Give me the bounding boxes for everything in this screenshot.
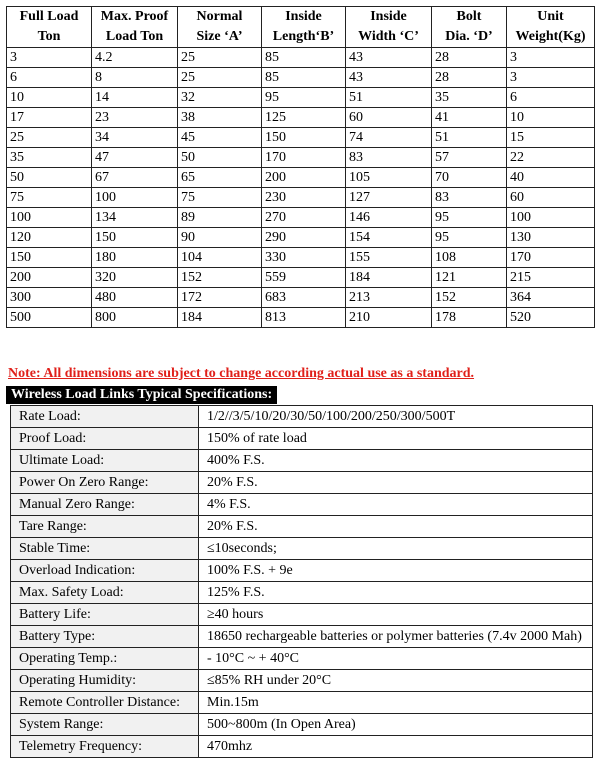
table-cell: 100	[7, 208, 92, 228]
spec-value: 150% of rate load	[199, 428, 593, 450]
table-cell: 170	[507, 248, 595, 268]
table-cell: 95	[262, 88, 346, 108]
table-cell: 120	[7, 228, 92, 248]
table-cell: 270	[262, 208, 346, 228]
header-unit-weight: Unit Weight(Kg)	[507, 7, 595, 48]
table-cell: 67	[92, 168, 178, 188]
table-cell: 83	[346, 148, 432, 168]
spec-label: System Range:	[11, 714, 199, 736]
table-cell: 89	[178, 208, 262, 228]
table-cell: 50	[7, 168, 92, 188]
table-row	[7, 148, 595, 168]
specifications-table-body	[11, 406, 593, 758]
dimensions-header-row	[7, 7, 595, 48]
table-cell: 130	[507, 228, 595, 248]
table-cell: 40	[507, 168, 595, 188]
spec-label: Battery Life:	[11, 604, 199, 626]
spec-value: 4% F.S.	[199, 494, 593, 516]
table-cell: 200	[262, 168, 346, 188]
spec-label: Rate Load:	[11, 406, 199, 428]
table-cell: 300	[7, 288, 92, 308]
table-cell: 35	[432, 88, 507, 108]
spec-row	[11, 428, 593, 450]
table-cell: 155	[346, 248, 432, 268]
table-cell: 75	[7, 188, 92, 208]
spec-row	[11, 648, 593, 670]
table-cell: 500	[7, 308, 92, 328]
spec-label: Manual Zero Range:	[11, 494, 199, 516]
table-cell: 85	[262, 48, 346, 68]
spec-label: Power On Zero Range:	[11, 472, 199, 494]
table-cell: 290	[262, 228, 346, 248]
table-cell: 105	[346, 168, 432, 188]
spec-heading: Wireless Load Links Typical Specifications:	[6, 386, 277, 404]
table-cell: 14	[92, 88, 178, 108]
dimensions-table	[6, 6, 595, 328]
spec-label: Remote Controller Distance:	[11, 692, 199, 714]
table-cell: 104	[178, 248, 262, 268]
table-cell: 28	[432, 48, 507, 68]
table-cell: 213	[346, 288, 432, 308]
table-cell: 178	[432, 308, 507, 328]
spec-value: 470mhz	[199, 736, 593, 758]
spec-value: 18650 rechargeable batteries or polymer batteries (7.4v 2000 Mah)	[199, 626, 593, 648]
spec-row	[11, 560, 593, 582]
table-row	[7, 68, 595, 88]
spec-value: 125% F.S.	[199, 582, 593, 604]
table-row	[7, 268, 595, 288]
spec-row	[11, 538, 593, 560]
table-cell: 184	[178, 308, 262, 328]
table-cell: 146	[346, 208, 432, 228]
table-cell: 150	[7, 248, 92, 268]
table-row	[7, 168, 595, 188]
table-cell: 320	[92, 268, 178, 288]
table-row	[7, 228, 595, 248]
table-cell: 74	[346, 128, 432, 148]
spec-label: Tare Range:	[11, 516, 199, 538]
header-full-load-ton: Full Load Ton	[7, 7, 92, 48]
table-cell: 90	[178, 228, 262, 248]
spec-value: Min.15m	[199, 692, 593, 714]
table-cell: 51	[346, 88, 432, 108]
table-cell: 215	[507, 268, 595, 288]
table-cell: 100	[507, 208, 595, 228]
spec-row	[11, 692, 593, 714]
table-row	[7, 308, 595, 328]
spec-row	[11, 516, 593, 538]
spec-value: ≤10seconds;	[199, 538, 593, 560]
spec-label: Stable Time:	[11, 538, 199, 560]
table-cell: 43	[346, 48, 432, 68]
table-cell: 25	[7, 128, 92, 148]
table-cell: 6	[7, 68, 92, 88]
table-cell: 70	[432, 168, 507, 188]
spec-row	[11, 472, 593, 494]
spec-value: 1/2//3/5/10/20/30/50/100/200/250/300/500T	[199, 406, 593, 428]
dimensions-note: Note: All dimensions are subject to change according actual use as a standard.	[8, 366, 475, 381]
table-cell: 15	[507, 128, 595, 148]
spec-label: Battery Type:	[11, 626, 199, 648]
spec-label: Overload Indication:	[11, 560, 199, 582]
dimensions-table-body	[7, 48, 595, 328]
spec-value: - 10°C ~ + 40°C	[199, 648, 593, 670]
table-cell: 22	[507, 148, 595, 168]
spec-row	[11, 670, 593, 692]
spec-row	[11, 714, 593, 736]
table-cell: 520	[507, 308, 595, 328]
table-row	[7, 188, 595, 208]
table-cell: 60	[346, 108, 432, 128]
table-cell: 184	[346, 268, 432, 288]
table-cell: 51	[432, 128, 507, 148]
spec-value: 20% F.S.	[199, 516, 593, 538]
header-bolt-dia-d: Bolt Dia. ‘D’	[432, 7, 507, 48]
table-cell: 330	[262, 248, 346, 268]
table-cell: 65	[178, 168, 262, 188]
table-cell: 150	[92, 228, 178, 248]
table-cell: 559	[262, 268, 346, 288]
spec-value: 100% F.S. + 9e	[199, 560, 593, 582]
table-cell: 75	[178, 188, 262, 208]
table-cell: 3	[7, 48, 92, 68]
table-cell: 152	[178, 268, 262, 288]
table-cell: 480	[92, 288, 178, 308]
spec-label: Telemetry Frequency:	[11, 736, 199, 758]
table-cell: 683	[262, 288, 346, 308]
spec-value: 500~800m (In Open Area)	[199, 714, 593, 736]
table-row	[7, 88, 595, 108]
table-cell: 125	[262, 108, 346, 128]
table-cell: 800	[92, 308, 178, 328]
table-cell: 25	[178, 48, 262, 68]
table-cell: 4.2	[92, 48, 178, 68]
table-cell: 100	[92, 188, 178, 208]
spec-row	[11, 582, 593, 604]
table-cell: 813	[262, 308, 346, 328]
table-cell: 8	[92, 68, 178, 88]
header-max-proof-load-ton: Max. Proof Load Ton	[92, 7, 178, 48]
table-cell: 3	[507, 68, 595, 88]
header-inside-width-c: Inside Width ‘C’	[346, 7, 432, 48]
table-cell: 3	[507, 48, 595, 68]
table-cell: 38	[178, 108, 262, 128]
table-cell: 10	[507, 108, 595, 128]
table-cell: 154	[346, 228, 432, 248]
table-cell: 83	[432, 188, 507, 208]
table-cell: 95	[432, 208, 507, 228]
spec-row	[11, 450, 593, 472]
table-row	[7, 108, 595, 128]
table-row	[7, 248, 595, 268]
table-cell: 43	[346, 68, 432, 88]
table-cell: 41	[432, 108, 507, 128]
header-normal-size-a: Normal Size ‘A’	[178, 7, 262, 48]
table-cell: 150	[262, 128, 346, 148]
table-cell: 121	[432, 268, 507, 288]
table-cell: 95	[432, 228, 507, 248]
table-cell: 10	[7, 88, 92, 108]
table-cell: 32	[178, 88, 262, 108]
table-cell: 50	[178, 148, 262, 168]
table-cell: 45	[178, 128, 262, 148]
spec-label: Proof Load:	[11, 428, 199, 450]
table-cell: 134	[92, 208, 178, 228]
table-cell: 152	[432, 288, 507, 308]
table-cell: 35	[7, 148, 92, 168]
table-cell: 108	[432, 248, 507, 268]
table-cell: 200	[7, 268, 92, 288]
table-cell: 17	[7, 108, 92, 128]
spec-value: 400% F.S.	[199, 450, 593, 472]
spec-row	[11, 604, 593, 626]
spec-label: Operating Temp.:	[11, 648, 199, 670]
spec-row	[11, 736, 593, 758]
table-cell: 57	[432, 148, 507, 168]
spec-label: Ultimate Load:	[11, 450, 199, 472]
table-cell: 23	[92, 108, 178, 128]
spec-row	[11, 406, 593, 428]
table-row	[7, 48, 595, 68]
table-cell: 47	[92, 148, 178, 168]
table-cell: 172	[178, 288, 262, 308]
table-cell: 28	[432, 68, 507, 88]
table-row	[7, 128, 595, 148]
table-cell: 127	[346, 188, 432, 208]
table-cell: 364	[507, 288, 595, 308]
table-cell: 25	[178, 68, 262, 88]
spec-value: ≤85% RH under 20°C	[199, 670, 593, 692]
spec-row	[11, 494, 593, 516]
table-cell: 60	[507, 188, 595, 208]
table-cell: 180	[92, 248, 178, 268]
table-cell: 210	[346, 308, 432, 328]
specifications-table	[10, 405, 593, 758]
table-row	[7, 208, 595, 228]
table-cell: 170	[262, 148, 346, 168]
table-cell: 85	[262, 68, 346, 88]
spec-value: 20% F.S.	[199, 472, 593, 494]
spec-row	[11, 626, 593, 648]
table-row	[7, 288, 595, 308]
spec-value: ≥40 hours	[199, 604, 593, 626]
table-cell: 230	[262, 188, 346, 208]
table-cell: 6	[507, 88, 595, 108]
spec-label: Operating Humidity:	[11, 670, 199, 692]
spec-label: Max. Safety Load:	[11, 582, 199, 604]
header-inside-length-b: Inside Length‘B’	[262, 7, 346, 48]
table-cell: 34	[92, 128, 178, 148]
